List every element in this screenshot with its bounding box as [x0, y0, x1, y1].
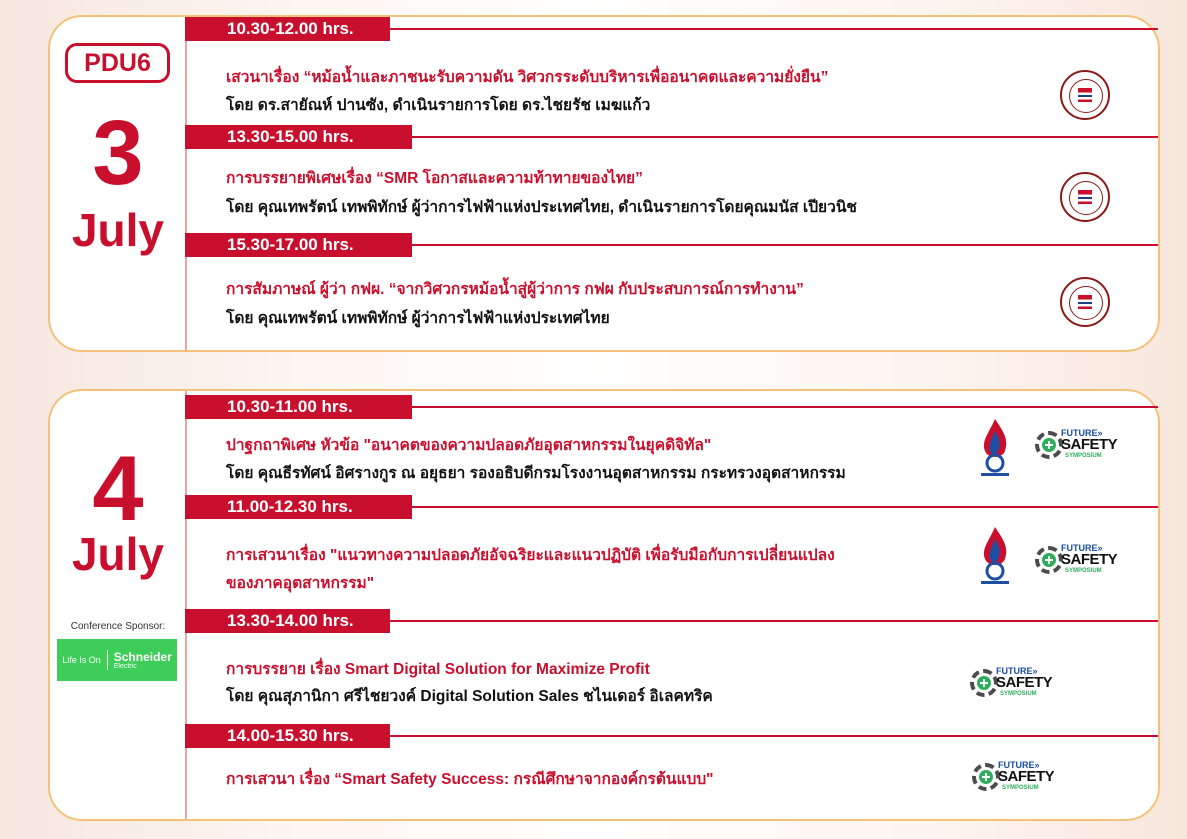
day-number: 3 — [92, 102, 144, 204]
time-line — [412, 136, 1158, 138]
day-card-3-july — [48, 15, 1160, 352]
future-safety-symposium-logo-icon: FUTURE» SAFETY SYMPOSIUM — [972, 760, 1062, 794]
time-bar: 13.30-14.00 hrs. — [185, 609, 390, 633]
session-speaker: โดย คุณธีรทัศน์ อิศรางกูร ณ อยุธยา รองอธิบดีกรมโรงงานอุตสาหกรรม กระทรวงอุตสาหกรรม — [226, 465, 846, 482]
time-bar: 13.30-15.00 hrs. — [185, 125, 412, 149]
time-line — [390, 620, 1158, 622]
sponsor-label: Conference Sponsor: — [70, 621, 166, 632]
session-title: การบรรยายพิเศษเรื่อง “SMR โอกาสและความท้าทายของไทย” — [226, 170, 643, 187]
dept-industrial-works-logo-icon — [975, 417, 1015, 479]
time-bar: 10.30-11.00 hrs. — [185, 395, 412, 419]
session-title: การเสวนาเรื่อง "แนวทางความปลอดภัยอัจฉริยะและแนวปฏิบัติ เพื่อรับมือกับการเปลี่ยนแปลง — [226, 547, 835, 564]
future-safety-symposium-logo-icon: FUTURE» SAFETY SYMPOSIUM — [1035, 428, 1125, 462]
session-speaker: โดย ดร.สายัณห์ ปานซัง, ดำเนินรายการโดย ดร.ไชยรัช เมฆแก้ว — [226, 97, 651, 114]
session-title: ปาฐกถาพิเศษ หัวข้อ "อนาคตของความปลอดภัยอุตสาหกรรมในยุคดิจิทัล" — [226, 437, 712, 454]
session-title: การสัมภาษณ์ ผู้ว่า กฟผ. “จากวิศวกรหม้อน้ำสู่ผู้ว่าการ กฟผ กับประสบการณ์การทำงาน” — [226, 281, 804, 298]
session-title: การบรรยาย เรื่อง Smart Digital Solution for Maximize Profit — [226, 661, 650, 678]
session-speaker: โดย คุณเทพรัตน์ เทพพิทักษ์ ผู้ว่าการไฟฟ้าแห่งประเทศไทย — [226, 310, 610, 327]
time-line — [412, 244, 1158, 246]
time-line — [412, 406, 1158, 408]
time-bar: 11.00-12.30 hrs. — [185, 495, 412, 519]
session-title-line2: ของภาคอุตสาหกรรม" — [226, 575, 375, 592]
sponsor-tagline: Life Is On — [62, 655, 101, 665]
month-label: July — [71, 204, 165, 256]
time-line — [412, 506, 1158, 508]
sponsor-name: Schneider Electric — [113, 649, 172, 670]
future-safety-symposium-logo-icon: FUTURE» SAFETY SYMPOSIUM — [970, 666, 1060, 700]
session-title: การเสวนา เรื่อง “Smart Safety Success: กรณีศึกษาจากองค์กรต้นแบบ" — [226, 771, 714, 788]
pdu-badge: PDU6 — [65, 43, 170, 83]
month-label: July — [71, 528, 165, 580]
association-seal-icon — [1060, 277, 1110, 327]
dept-industrial-works-logo-icon — [975, 525, 1015, 587]
session-speaker: โดย คุณเทพรัตน์ เทพพิทักษ์ ผู้ว่าการไฟฟ้าแห่งประเทศไทย, ดำเนินรายการโดยคุณมนัส เปียวนิช — [226, 199, 857, 216]
association-seal-icon — [1060, 172, 1110, 222]
association-seal-icon — [1060, 70, 1110, 120]
time-bar: 15.30-17.00 hrs. — [185, 233, 412, 257]
schneider-electric-logo — [57, 639, 177, 681]
day-number: 4 — [92, 438, 144, 540]
day-card-4-july — [48, 389, 1160, 821]
session-title: เสวนาเรื่อง “หม้อน้ำและภาชนะรับความดัน วิศวกรระดับบริหารเพื่ออนาคตและความยั่งยืน” — [226, 69, 829, 86]
time-line — [390, 735, 1158, 737]
time-line — [390, 28, 1158, 30]
time-bar: 10.30-12.00 hrs. — [185, 17, 390, 41]
session-speaker: โดย คุณสุภานิกา ศรีไชยวงค์ Digital Solution Sales ชไนเดอร์ อิเลคทริค — [226, 688, 713, 705]
time-bar: 14.00-15.30 hrs. — [185, 724, 390, 748]
future-safety-symposium-logo-icon: FUTURE» SAFETY SYMPOSIUM — [1035, 543, 1125, 577]
logo-separator — [107, 650, 108, 670]
